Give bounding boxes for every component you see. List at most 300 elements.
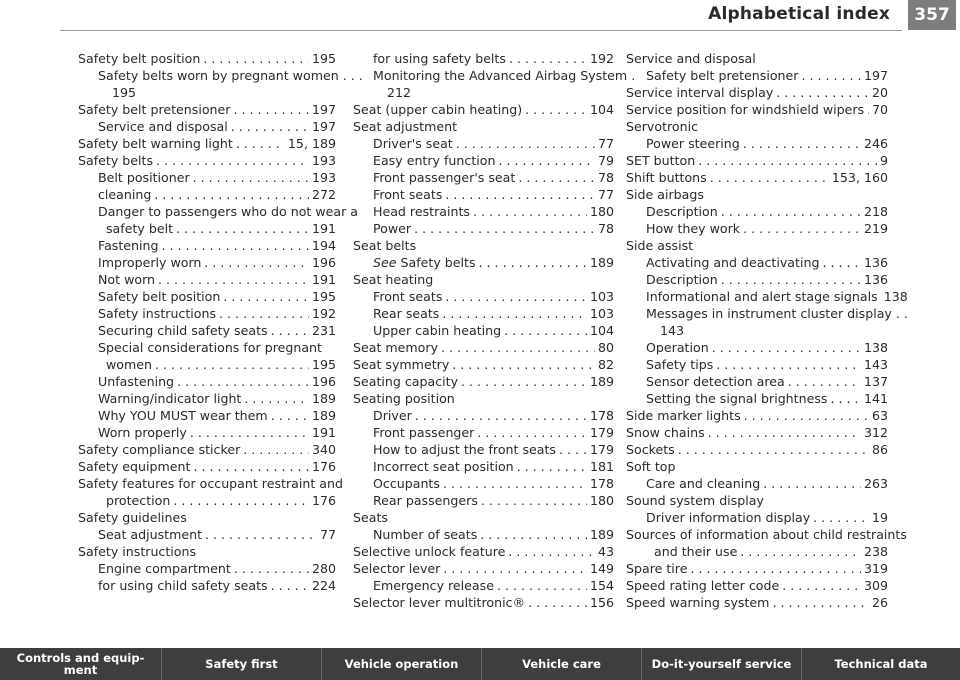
page-reference[interactable]: 246 — [863, 136, 888, 151]
dot-leader — [477, 424, 587, 441]
index-term: Emergency release — [373, 578, 494, 593]
dot-leader — [740, 543, 861, 560]
page-reference[interactable]: 103 — [589, 306, 614, 321]
index-entry — [78, 186, 336, 203]
index-term: Securing child safety seats — [98, 323, 268, 338]
index-column-3 — [626, 50, 908, 611]
index-term: Power — [373, 221, 412, 236]
page-reference[interactable]: 193 — [311, 153, 336, 168]
page-reference[interactable]: 176 — [311, 459, 336, 474]
page-reference[interactable]: 137 — [863, 374, 888, 389]
index-term: Driver information display — [646, 510, 811, 525]
index-term: Safety belt warning light — [78, 136, 233, 151]
index-line: Safety guidelines — [78, 510, 187, 525]
page-reference[interactable]: 26 — [871, 595, 888, 610]
dot-leader — [504, 322, 587, 339]
page-reference[interactable]: 176 — [311, 493, 336, 508]
page-reference[interactable]: 319 — [863, 561, 888, 576]
index-entry — [626, 407, 888, 424]
index-entry — [78, 118, 336, 135]
dot-leader — [442, 305, 587, 322]
index-line: Side assist — [626, 238, 694, 253]
index-line: Safety features for occupant restraint and — [78, 476, 343, 491]
index-entry — [78, 560, 336, 577]
dot-leader — [456, 135, 595, 152]
dot-leader — [497, 577, 587, 594]
dot-leader — [158, 271, 309, 288]
index-term: Activating and deactivating — [646, 255, 820, 270]
index-entry — [78, 356, 336, 373]
dot-leader — [813, 509, 869, 526]
index-entry — [353, 543, 614, 560]
index-term: Why YOU MUST wear them — [98, 408, 268, 423]
index-entry — [626, 220, 888, 237]
index-entry — [353, 186, 614, 203]
index-entry — [353, 441, 614, 458]
page-reference[interactable]: 77 — [597, 187, 614, 202]
page-reference[interactable]: 63 — [871, 408, 888, 423]
index-entry — [78, 101, 336, 118]
page-number-badge: 357 — [908, 0, 956, 30]
index-term: Seating capacity — [353, 374, 459, 389]
page-reference[interactable]: 191 — [311, 272, 336, 287]
index-line: Safety instructions — [78, 544, 197, 559]
page-reference[interactable]: 197 — [863, 68, 888, 83]
index-term — [373, 254, 476, 271]
index-term: cleaning — [98, 187, 152, 202]
dot-leader — [203, 50, 309, 67]
dot-leader — [517, 458, 587, 475]
index-term: for using child safety seats — [98, 578, 268, 593]
index-entry — [353, 594, 614, 611]
page-reference[interactable]: 195 — [311, 51, 336, 66]
index-entry — [626, 135, 888, 152]
index-entry — [353, 492, 614, 509]
page-reference[interactable]: 77 — [597, 136, 614, 151]
index-term: Safety belt pretensioner — [646, 68, 799, 83]
tab-controls-and-equipment[interactable]: Controls and equip- ment — [0, 648, 162, 680]
dot-leader — [782, 577, 861, 594]
dot-leader — [690, 560, 861, 577]
dot-leader — [508, 543, 595, 560]
dot-leader — [271, 577, 309, 594]
index-term: Service and disposal — [98, 119, 228, 134]
index-entry — [626, 373, 888, 390]
page-reference[interactable]: 193 — [311, 170, 336, 185]
index-term: Safety belt position — [98, 289, 221, 304]
index-entry — [78, 577, 336, 594]
page-reference[interactable]: 196 — [311, 374, 336, 389]
index-term: How they work — [646, 221, 741, 236]
index-term: Safety equipment — [78, 459, 191, 474]
index-term: Safety belt position — [78, 51, 201, 66]
index-entry — [353, 322, 614, 339]
index-term: Front passenger's seat — [373, 170, 516, 185]
dot-leader — [498, 152, 595, 169]
index-entry — [626, 203, 888, 220]
dot-leader — [801, 67, 861, 84]
index-term: Setting the signal brightness — [646, 391, 828, 406]
page-reference[interactable]: 280 — [311, 561, 336, 576]
page-reference[interactable]: 104 — [589, 323, 614, 338]
index-line: Special considerations for pregnant — [98, 340, 322, 355]
index-term: How to adjust the front seats — [373, 442, 556, 457]
index-entry — [353, 152, 614, 169]
index-entry — [78, 152, 336, 169]
index-term: Snow chains — [626, 425, 705, 440]
page-reference[interactable]: 194 — [311, 238, 336, 253]
dot-leader — [744, 407, 869, 424]
dot-leader — [830, 390, 860, 407]
dot-leader — [445, 288, 587, 305]
index-term: Service position for windshield wipers — [626, 102, 865, 117]
dot-leader — [173, 492, 309, 509]
index-term: Service interval display — [626, 85, 774, 100]
header-rule — [60, 30, 902, 31]
index-entry — [626, 577, 888, 594]
index-line: 195 — [112, 85, 137, 100]
index-term: Not worn — [98, 272, 156, 287]
dot-leader — [776, 84, 869, 101]
index-term: Side marker lights — [626, 408, 741, 423]
index-entry — [353, 203, 614, 220]
index-term: for using safety belts — [373, 51, 506, 66]
page-reference[interactable]: 218 — [863, 204, 888, 219]
see-reference-label: See — [373, 255, 397, 270]
index-entry — [353, 135, 614, 152]
index-entry — [626, 441, 888, 458]
tab-technical-data[interactable]: Technical data — [834, 657, 928, 671]
page-reference[interactable]: 19 — [871, 510, 888, 525]
dot-leader — [772, 594, 869, 611]
index-entry — [626, 152, 888, 169]
index-term: Belt positioner — [98, 170, 190, 185]
dot-leader — [233, 101, 309, 118]
page-reference[interactable]: 192 — [311, 306, 336, 321]
index-entry — [353, 101, 614, 118]
index-term: Selector lever multitronic® — [353, 595, 526, 610]
dot-leader — [443, 475, 587, 492]
index-term: SET button — [626, 153, 696, 168]
page-reference[interactable]: 191 — [311, 221, 336, 236]
index-term: protection — [106, 493, 171, 508]
index-entry — [626, 271, 888, 288]
page-reference[interactable]: 340 — [311, 442, 336, 457]
dot-leader — [716, 356, 861, 373]
page-reference[interactable]: 272 — [311, 187, 336, 202]
index-term: Front seats — [373, 187, 443, 202]
index-entry — [78, 254, 336, 271]
dot-leader — [788, 373, 861, 390]
index-entry — [626, 560, 888, 577]
page-reference[interactable]: 136 — [863, 255, 888, 270]
index-term: Seat (upper cabin heating) — [353, 102, 523, 117]
page-reference[interactable]: 189 — [311, 391, 336, 406]
index-entry — [353, 339, 614, 356]
index-entry — [353, 424, 614, 441]
dot-leader — [236, 135, 285, 152]
page-reference[interactable]: 156 — [589, 595, 614, 610]
index-entry — [626, 356, 888, 373]
page-title: Alphabetical index — [708, 4, 890, 24]
tab-do-it-yourself-service[interactable]: Do-it-yourself service — [642, 648, 802, 680]
index-entry — [626, 254, 888, 271]
page-reference[interactable]: 180 — [589, 204, 614, 219]
page-reference[interactable]: 82 — [597, 357, 614, 372]
page-reference[interactable]: 181 — [589, 459, 614, 474]
index-entry — [353, 50, 614, 67]
index-line: Sources of information about child restraints — [626, 527, 907, 542]
dot-leader — [461, 373, 587, 390]
page-reference[interactable]: 15, 189 — [287, 136, 336, 151]
page-reference[interactable]: 20 — [871, 85, 888, 100]
index-term: Operation — [646, 340, 709, 355]
index-term: Front passenger — [373, 425, 475, 440]
page-reference[interactable]: 263 — [863, 476, 888, 491]
index-entry — [626, 67, 888, 84]
index-entry — [353, 526, 614, 543]
index-entry — [353, 560, 614, 577]
index-term: Fastening — [98, 238, 159, 253]
index-term: Shift buttons — [626, 170, 707, 185]
page-reference[interactable]: 86 — [871, 442, 888, 457]
dot-leader — [441, 339, 595, 356]
page-reference[interactable]: 224 — [311, 578, 336, 593]
page-reference[interactable]: 70 — [871, 102, 888, 117]
index-column-1 — [78, 50, 363, 594]
page-reference[interactable]: 138 — [863, 340, 888, 355]
dot-leader — [177, 373, 309, 390]
page-reference[interactable]: 197 — [311, 119, 336, 134]
index-term: Seat memory — [353, 340, 439, 355]
index-entry — [78, 169, 336, 186]
index-term: Safety belt pretensioner — [78, 102, 231, 117]
page-reference[interactable]: 77 — [319, 527, 336, 542]
dot-leader — [708, 424, 861, 441]
page-reference[interactable]: 80 — [597, 340, 614, 355]
index-entry — [78, 305, 336, 322]
index-entry — [353, 254, 614, 271]
page-reference[interactable]: 312 — [863, 425, 888, 440]
dot-leader — [712, 339, 861, 356]
page-reference[interactable]: 197 — [311, 102, 336, 117]
page-reference[interactable]: 219 — [863, 221, 888, 236]
page-reference[interactable]: 238 — [863, 544, 888, 559]
dot-leader — [721, 203, 861, 220]
page-reference[interactable]: 79 — [597, 153, 614, 168]
dot-leader — [743, 135, 861, 152]
index-entry — [353, 169, 614, 186]
index-entry — [78, 50, 336, 67]
index-term: Upper cabin heating — [373, 323, 502, 338]
dot-leader — [867, 101, 869, 118]
index-entry — [353, 373, 614, 390]
index-term: Seat adjustment — [98, 527, 203, 542]
index-term: Driver's seat — [373, 136, 453, 151]
dot-leader — [415, 407, 587, 424]
index-term: Power steering — [646, 136, 740, 151]
index-entry — [626, 475, 888, 492]
index-line: Safety belts worn by pregnant women . . . — [98, 68, 363, 83]
dot-leader — [156, 152, 309, 169]
dot-leader — [162, 237, 309, 254]
dot-leader — [518, 169, 595, 186]
index-term: Improperly worn — [98, 255, 202, 270]
index-entry — [78, 424, 336, 441]
page-reference[interactable]: 309 — [863, 578, 888, 593]
page-reference[interactable]: 195 — [311, 289, 336, 304]
index-term: Speed warning system — [626, 595, 770, 610]
page-reference[interactable]: 191 — [311, 425, 336, 440]
index-term: Selector lever — [353, 561, 441, 576]
index-entry — [626, 594, 888, 611]
index-term: Number of seats — [373, 527, 478, 542]
section-tab-bar — [0, 648, 960, 680]
dot-leader — [231, 118, 309, 135]
dot-leader — [710, 169, 829, 186]
index-line: Monitoring the Advanced Airbag System . — [373, 68, 636, 83]
page-reference[interactable]: 141 — [863, 391, 888, 406]
dot-leader — [763, 475, 861, 492]
index-line: Soft top — [626, 459, 676, 474]
dot-leader — [271, 407, 309, 424]
dot-leader — [190, 424, 309, 441]
page-reference[interactable]: 9 — [879, 153, 888, 168]
dot-leader — [509, 50, 587, 67]
index-entry — [78, 373, 336, 390]
index-term: Seat symmetry — [353, 357, 450, 372]
page-reference[interactable]: 180 — [589, 493, 614, 508]
page-reference[interactable]: 43 — [597, 544, 614, 559]
index-term: Informational and alert stage signals — [646, 289, 878, 304]
index-entry — [353, 288, 614, 305]
index-entry — [353, 475, 614, 492]
index-entry — [78, 492, 336, 509]
page-reference[interactable]: 143 — [863, 357, 888, 372]
index-term: Speed rating letter code — [626, 578, 780, 593]
dot-leader — [743, 220, 861, 237]
index-entry — [626, 169, 888, 186]
dot-leader — [443, 560, 587, 577]
index-column-2 — [353, 50, 636, 611]
index-term: Rear seats — [373, 306, 440, 321]
dot-leader — [243, 441, 309, 458]
index-line: Seats — [353, 510, 388, 525]
index-entry — [626, 339, 888, 356]
index-term: Care and cleaning — [646, 476, 761, 491]
index-term: Safety belts — [78, 153, 154, 168]
dot-leader — [528, 594, 587, 611]
index-line: Seating position — [353, 391, 455, 406]
index-line: Danger to passengers who do not wear a — [98, 204, 358, 219]
dot-leader — [698, 152, 877, 169]
page-reference[interactable]: 178 — [589, 408, 614, 423]
index-line: Sound system display — [626, 493, 764, 508]
index-term: Front seats — [373, 289, 443, 304]
index-entry — [78, 271, 336, 288]
index-entry — [353, 458, 614, 475]
tab-vehicle-operation[interactable]: Vehicle operation — [322, 648, 482, 680]
page-reference[interactable]: 103 — [589, 289, 614, 304]
index-term: Selective unlock feature — [353, 544, 506, 559]
page-reference[interactable]: 136 — [863, 272, 888, 287]
page-reference[interactable]: 195 — [311, 357, 336, 372]
dot-leader — [205, 526, 317, 543]
index-term: Description — [646, 204, 718, 219]
index-entry — [78, 220, 336, 237]
dot-leader — [414, 220, 595, 237]
dot-leader — [445, 186, 595, 203]
index-line: Servotronic — [626, 119, 699, 134]
dot-leader — [481, 492, 587, 509]
page-reference[interactable]: 149 — [589, 561, 614, 576]
page-reference[interactable]: 178 — [589, 476, 614, 491]
index-line: Seat heating — [353, 272, 434, 287]
index-term: Safety instructions — [98, 306, 217, 321]
index-entry — [78, 458, 336, 475]
index-entry — [78, 288, 336, 305]
index-entry — [626, 390, 888, 407]
tab-vehicle-care[interactable]: Vehicle care — [482, 648, 642, 680]
index-entry — [78, 237, 336, 254]
dot-leader — [525, 101, 587, 118]
index-term: Safety tips — [646, 357, 714, 372]
page-reference[interactable]: 189 — [589, 527, 614, 542]
dot-leader — [193, 169, 309, 186]
index-entry — [78, 390, 336, 407]
index-entry — [78, 441, 336, 458]
dot-leader — [473, 203, 587, 220]
index-line: Service and disposal — [626, 51, 756, 66]
index-term: Head restraints — [373, 204, 470, 219]
index-term: Easy entry function — [373, 153, 496, 168]
index-term: Driver — [373, 408, 412, 423]
dot-leader — [204, 254, 309, 271]
page-reference[interactable]: 231 — [311, 323, 336, 338]
dot-leader — [271, 322, 309, 339]
page-reference[interactable]: 138 — [883, 289, 908, 304]
index-term: Engine compartment — [98, 561, 231, 576]
dot-leader — [480, 526, 587, 543]
page-reference[interactable]: 192 — [589, 51, 614, 66]
index-line: Seat adjustment — [353, 119, 458, 134]
page-reference[interactable]: 179 — [589, 442, 614, 457]
tab-safety-first[interactable]: Safety first — [162, 648, 322, 680]
page-reference[interactable]: 78 — [597, 170, 614, 185]
index-entry — [353, 220, 614, 237]
index-entry — [626, 101, 888, 118]
index-term: Sockets — [626, 442, 675, 457]
page-reference[interactable]: 196 — [311, 255, 336, 270]
page-reference[interactable]: 154 — [589, 578, 614, 593]
index-entry — [353, 305, 614, 322]
index-entry — [78, 322, 336, 339]
index-term: Spare tire — [626, 561, 688, 576]
index-entry — [353, 356, 614, 373]
page-reference[interactable]: 104 — [589, 102, 614, 117]
dot-leader — [219, 305, 309, 322]
page-reference[interactable]: 189 — [311, 408, 336, 423]
page-reference[interactable]: 153, 160 — [831, 170, 888, 185]
page-reference[interactable]: 78 — [597, 221, 614, 236]
index-term: Unfastening — [98, 374, 175, 389]
index-term: Safety compliance sticker — [78, 442, 241, 457]
index-entry — [353, 577, 614, 594]
page-reference[interactable]: 189 — [589, 374, 614, 389]
page-reference[interactable]: 189 — [589, 255, 614, 270]
page-reference[interactable]: 179 — [589, 425, 614, 440]
dot-leader — [678, 441, 869, 458]
